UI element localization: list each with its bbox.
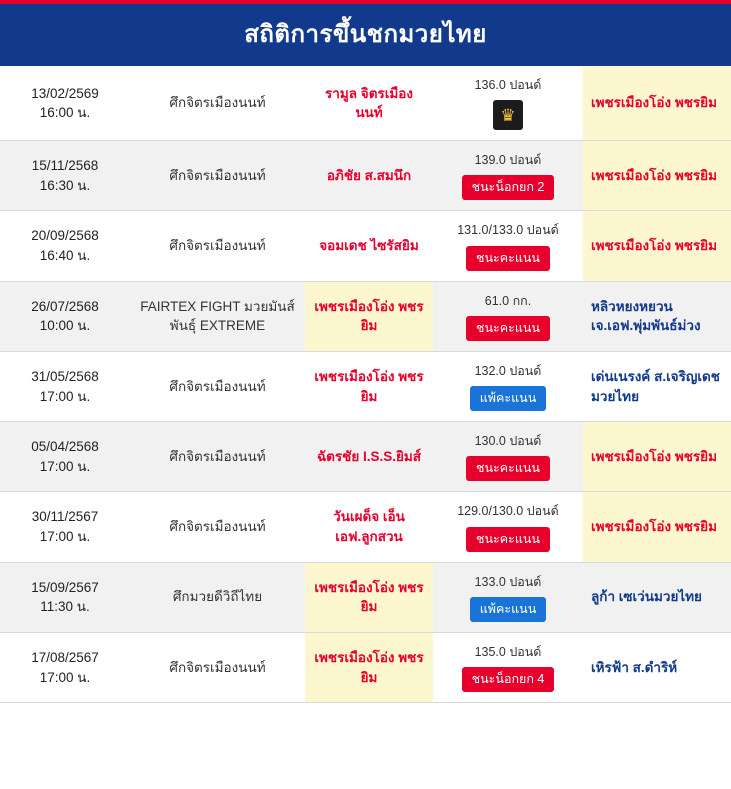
fight-stats-body xyxy=(0,66,731,703)
fight-weight: 133.0 ปอนด์ xyxy=(474,574,542,589)
event-name[interactable]: ศึกจิตรเมืองนนท์ xyxy=(169,378,266,394)
fight-weight: 136.0 ปอนด์ xyxy=(474,78,542,92)
fighter-a-name[interactable]: เพชรเมืองโอ่ง พชรยิม xyxy=(305,562,433,632)
fight-time: 17:00 น. xyxy=(39,458,91,474)
table-row[interactable] xyxy=(0,562,731,632)
status-badge: ชนะคะแนน xyxy=(466,246,550,271)
fight-weight: 61.0 กก. xyxy=(484,293,532,308)
weight-result-cell xyxy=(433,422,583,492)
status-badge: ชนะคะแนน xyxy=(466,456,550,481)
event-name[interactable]: ศึกมวยดีวิถีไทย xyxy=(172,589,263,605)
fight-date-cell xyxy=(0,492,130,562)
table-row[interactable] xyxy=(0,281,731,351)
status-badge: แพ้คะแนน xyxy=(470,386,547,411)
fight-date-cell xyxy=(0,422,130,492)
fight-weight: 130.0 ปอนด์ xyxy=(474,434,542,449)
fighter-a-name[interactable]: จอมเดช ไซรัสยิม xyxy=(319,238,419,254)
fight-date: 13/02/2569 xyxy=(31,85,99,101)
fighter-a-name[interactable]: เพชรเมืองโอ่ง พชรยิม xyxy=(305,281,433,351)
fighter-b-name[interactable]: เด่นเนรงค์ ส.เจริญเดชมวยไทย xyxy=(591,368,720,404)
table-row[interactable] xyxy=(0,632,731,702)
fight-date: 15/09/2567 xyxy=(31,579,99,595)
fight-date-cell xyxy=(0,351,130,421)
fighter-a-name[interactable]: ฉัตรชัย I.S.S.ยิมส์ xyxy=(316,448,422,464)
fight-date: 30/11/2567 xyxy=(31,509,99,525)
fight-time: 16:00 น. xyxy=(39,105,91,121)
fight-date-cell xyxy=(0,281,130,351)
fight-date: 05/04/2568 xyxy=(31,439,99,455)
weight-result-cell xyxy=(433,351,583,421)
fight-weight: 139.0 ปอนด์ xyxy=(474,153,542,168)
weight-result-cell xyxy=(433,562,583,632)
fight-time: 11:30 น. xyxy=(40,599,90,615)
weight-result-cell xyxy=(433,211,583,281)
fight-time: 17:00 น. xyxy=(39,669,91,685)
status-badge: ชนะน็อกยก 4 xyxy=(462,667,555,692)
fight-time: 17:00 น. xyxy=(39,388,91,404)
event-name[interactable]: ศึกจิตรเมืองนนท์ xyxy=(169,659,266,675)
fighter-a-name[interactable]: วันเผด็จ เอ็นเอฟ.ลูกสวน xyxy=(333,509,405,544)
fight-weight: 129.0/130.0 ปอนด์ xyxy=(457,504,559,519)
table-row[interactable] xyxy=(0,211,731,281)
table-row[interactable] xyxy=(0,66,731,141)
fighter-b-name[interactable]: เพชรเมืองโอ่ง พชรยิม xyxy=(583,492,731,562)
fight-date-cell xyxy=(0,141,130,211)
fighter-b-name[interactable]: เหิรฟ้า ส.ดำริห์ xyxy=(591,659,678,675)
fighter-a-name[interactable]: รามูล จิตรเมืองนนท์ xyxy=(325,85,413,121)
status-badge: ชนะน็อกยก 2 xyxy=(462,175,555,200)
table-row[interactable] xyxy=(0,422,731,492)
fight-date: 17/08/2567 xyxy=(31,649,99,665)
fighter-b-name[interactable]: เพชรเมืองโอ่ง พชรยิม xyxy=(583,422,731,492)
fight-time: 17:00 น. xyxy=(39,529,91,544)
event-name[interactable]: ศึกจิตรเมืองนนท์ xyxy=(169,95,266,111)
fighter-b-name[interactable]: หลิวหยงหยวน เจ.เอฟ.พุ่มพันธ์ม่วง xyxy=(591,298,701,334)
weight-result-cell xyxy=(433,141,583,211)
event-name[interactable]: ศึกจิตรเมืองนนท์ xyxy=(169,238,266,254)
status-badge: ชนะคะแนน xyxy=(466,527,550,552)
fight-time: 10:00 น. xyxy=(39,318,91,334)
fight-date-cell xyxy=(0,211,130,281)
page-title: สถิติการขึ้นชกมวยไทย xyxy=(0,4,731,66)
fight-date-cell xyxy=(0,66,130,141)
fight-date-cell xyxy=(0,562,130,632)
fight-date: 31/05/2568 xyxy=(31,368,99,384)
status-badge: ชนะคะแนน xyxy=(466,316,550,341)
table-row[interactable] xyxy=(0,351,731,421)
fight-time: 16:40 น. xyxy=(39,248,91,263)
status-badge: แพ้คะแนน xyxy=(470,597,547,622)
fight-date: 15/11/2568 xyxy=(31,158,99,174)
fight-date: 26/07/2568 xyxy=(31,298,99,314)
fighter-b-name[interactable]: เพชรเมืองโอ่ง พชรยิม xyxy=(583,66,731,141)
weight-result-cell xyxy=(433,66,583,141)
fighter-a-name[interactable]: เพชรเมืองโอ่ง พชรยิม xyxy=(314,368,424,404)
fighter-b-name[interactable]: เพชรเมืองโอ่ง พชรยิม xyxy=(583,141,731,211)
table-row[interactable] xyxy=(0,492,731,562)
event-name[interactable]: ศึกจิตรเมืองนนท์ xyxy=(169,167,266,183)
weight-result-cell xyxy=(433,492,583,562)
weight-result-cell xyxy=(433,632,583,702)
fight-weight: 132.0 ปอนด์ xyxy=(474,363,542,378)
fight-stats-table xyxy=(0,66,731,703)
fighter-b-name[interactable]: ลูก้า เซเว่นมวยไทย xyxy=(591,589,702,605)
table-row[interactable] xyxy=(0,141,731,211)
event-name[interactable]: FAIRTEX FIGHT มวยมันส์พันธุ์ EXTREME xyxy=(140,298,295,334)
weight-result-cell xyxy=(433,281,583,351)
fighter-a-name[interactable]: เพชรเมืองโอ่ง พชรยิม xyxy=(305,632,433,702)
fighter-a-name[interactable]: อภิชัย ส.สมนึก xyxy=(326,167,412,183)
event-name[interactable]: ศึกจิตรเมืองนนท์ xyxy=(169,448,266,464)
event-name[interactable]: ศึกจิตรเมืองนนท์ xyxy=(169,519,266,535)
fight-time: 16:30 น. xyxy=(39,177,91,193)
fight-date: 20/09/2568 xyxy=(31,228,99,244)
fight-date-cell xyxy=(0,632,130,702)
fighter-b-name[interactable]: เพชรเมืองโอ่ง พชรยิม xyxy=(583,211,731,281)
crown-icon: ♛ xyxy=(493,100,523,130)
fight-weight: 131.0/133.0 ปอนด์ xyxy=(457,223,559,238)
fight-weight: 135.0 ปอนด์ xyxy=(474,644,542,659)
